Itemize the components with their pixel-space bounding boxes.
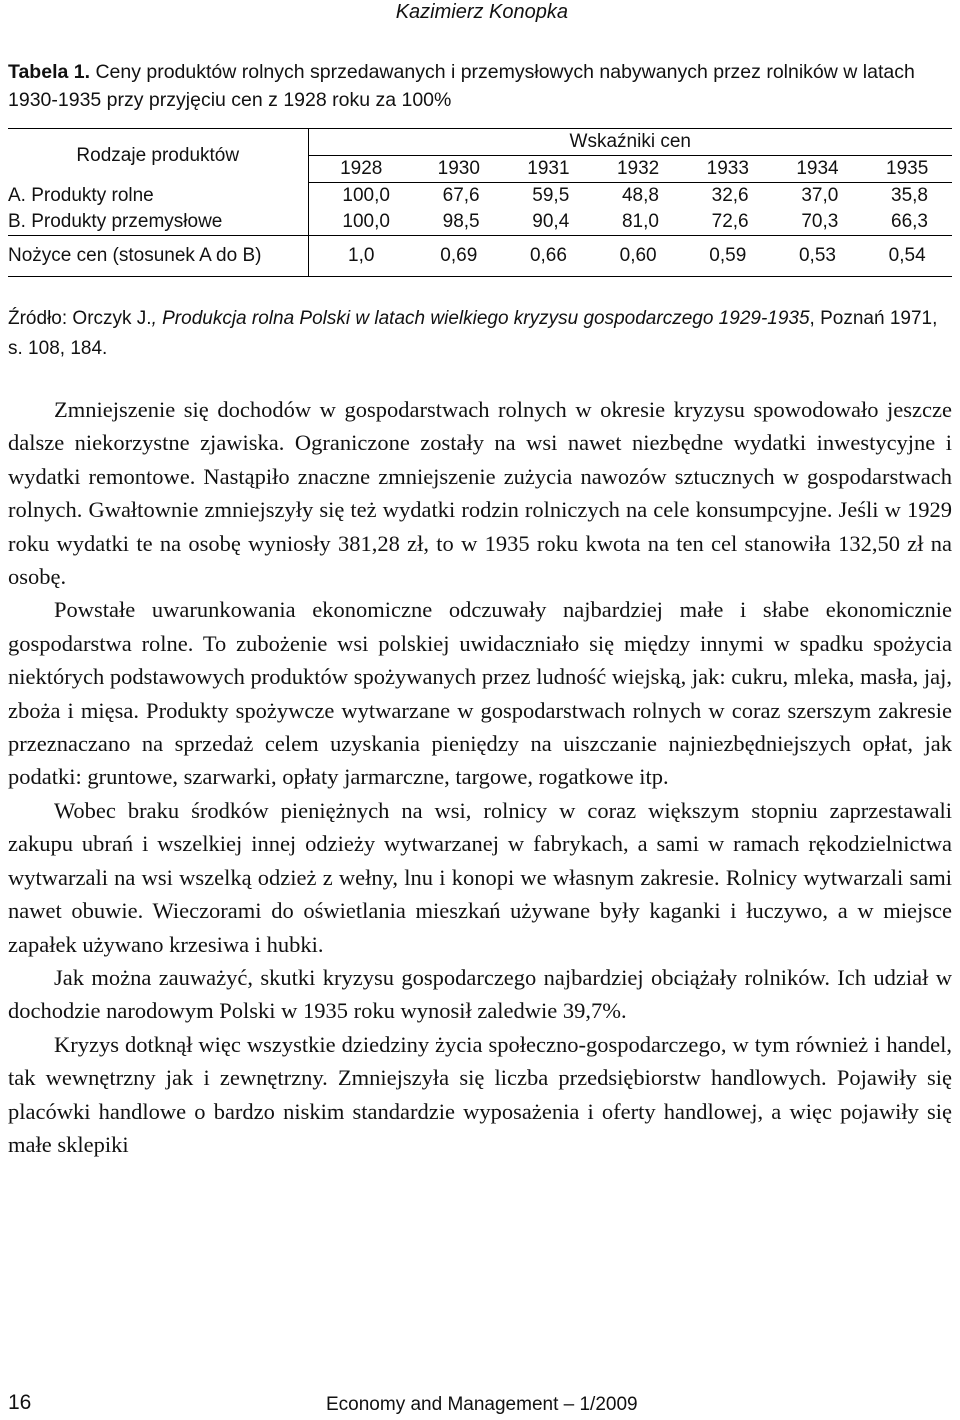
table-cell: 100,0 (308, 209, 414, 236)
paragraph: Kryzys dotknął więc wszystkie dziedziny życia społeczno-gospodarczego, w tym również i handel, tak wewnętrzny jak i zewnętrzny. Zmniejszyła się liczba przedsiębiorstw handlowych. Pojawiły się placówki handlowe o bardzo niskim standardzie wyposażenia i oferty handlowej, a więc pojawiły się małe sklepiki (8, 1031, 952, 1157)
table-year-header: 1933 (683, 156, 773, 183)
table-row-label: A. Produkty rolne (8, 183, 308, 210)
table-cell: 98,5 (414, 209, 504, 236)
table-year-header: 1934 (773, 156, 863, 183)
body-text (8, 393, 952, 1161)
table-cell: 70,3 (773, 209, 863, 236)
paragraph: Jak można zauważyć, skutki kryzysu gospodarczego najbardziej obciążały rolników. Ich udział w dochodzie narodowym Polski w 1935 roku wynosił zaledwie 39,7%. (8, 964, 952, 1024)
page-footer (8, 1388, 952, 1418)
table-caption (8, 58, 952, 114)
table-caption-label: Tabela 1. (8, 61, 91, 83)
table-cell: 35,8 (891, 185, 928, 206)
table-cell: 90,4 (504, 209, 594, 236)
table-caption-text: Ceny produktów rolnych sprzedawanych i przemysłowych nabywanych przez rolników w latach 1930-1935 przy przyjęciu cen z 1928 roku za 100% (8, 61, 915, 111)
table-cell: 100,0 (342, 185, 390, 206)
table-cell: 72,6 (683, 209, 773, 236)
running-head-author: Kazimierz Konopka (395, 1, 568, 23)
table-year-header: 1932 (593, 156, 683, 183)
table-cell: 0,69 (414, 236, 504, 277)
table-cell: 0,59 (683, 236, 773, 277)
table-cell: 37,0 (801, 185, 839, 206)
table-cell: 32,6 (711, 185, 749, 206)
table-year-header: 1930 (414, 156, 504, 183)
table-cell: 0,66 (504, 236, 594, 277)
table-row (8, 209, 952, 236)
table-year-header: 1928 (308, 156, 414, 183)
table-cell: 59,5 (532, 185, 570, 206)
table-cell: 1,0 (308, 236, 414, 277)
table-cell: 81,0 (593, 209, 683, 236)
table-cell: 67,6 (442, 185, 480, 206)
source-prefix: Źródło: Orczyk J. (8, 308, 152, 329)
table-cell: 66,3 (862, 209, 952, 236)
journal-name: Economy and Management – 1/2009 (326, 1394, 638, 1415)
price-index-table (8, 128, 952, 277)
paragraph: Zmniejszenie się dochodów w gospodarstwach rolnych w okresie kryzysu spowodowało jeszcze dalsze niekorzystne zjawiska. Ograniczone zostały na wsi nawet niezbędne wydatki inwestycyjne i wydatki remontowe. Nastąpiło znaczne zmniejszenie zużycia nawozów sztucznych w gospodarstwach rolnych. Gwałtownie zmniejszyły się też wydatki rodzin rolniczych na cele konsumpcyjne. Jeśli w 1929 roku wydatki te na osobę wyniosły 381,28 zł, to w 1935 roku kwota na ten cel stanowiła 132,50 zł na osobę. (8, 397, 952, 590)
table-source (8, 304, 952, 364)
table-header-row-1 (8, 129, 952, 156)
paragraph: Powstałe uwarunkowania ekonomiczne odczuwały najbardziej małe i słabe ekonomicznie gospodarstwa rolne. To zubożenie wsi polskiej uwidaczniało się między innymi w spadku spożycia niektórych podstawowych produktów spożywanych przez ludność wiejską, jak: cukru, mleka, masła, jaj, zboża i mięsa. Produkty spożywcze wytwarzane w gospodarstwach rolnych w coraz szerszym zakresie przeznaczano na sprzedaż celem uzyskania pieniędzy na uiszczanie najniezbędniejszych opłat, jak podatki: gruntowe, szarwarki, opłaty jarmarczne, targowe, rogatkowe itp. (8, 597, 952, 790)
table-row-header: Rodzaje produktów (8, 129, 308, 183)
source-suffix: , Poznań 1971, s. 108, 184. (8, 308, 938, 359)
table-cell: 48,8 (621, 185, 659, 206)
table-cell: 0,54 (862, 236, 952, 277)
table-row (8, 183, 952, 210)
source-title: , Produkcja rolna Polski w latach wielkiego kryzysu gospodarczego 1929-1935 (151, 308, 810, 329)
table-year-header: 1931 (504, 156, 594, 183)
page-number: 16 (8, 1391, 32, 1414)
paragraph: Wobec braku środków pieniężnych na wsi, rolnicy w coraz większym stopniu zaprzestawali zakupu ubrań i wszelkiej innej odzieży wytwarzanej w fabrykach, a sami w ramach rękodzielnictwa wytwarzali na wsi wszelką odzież z wełny, lnu i konopi we własnym zakresie. Rolnicy wytwarzali sami nawet obuwie. Wieczorami do oświetlania mieszkań używane były kaganki i łuczywo, a w miejsce zapałek używano krzesiwa i hubki. (8, 797, 952, 957)
table-row-label: B. Produkty przemysłowe (8, 209, 308, 236)
table-group-header: Wskaźniki cen (308, 129, 952, 156)
table-row-label: Nożyce cen (stosunek A do B) (8, 236, 308, 277)
table-row-scissors (8, 236, 952, 277)
table-cell: 0,53 (773, 236, 863, 277)
table-cell: 0,60 (593, 236, 683, 277)
table-year-header: 1935 (862, 156, 952, 183)
